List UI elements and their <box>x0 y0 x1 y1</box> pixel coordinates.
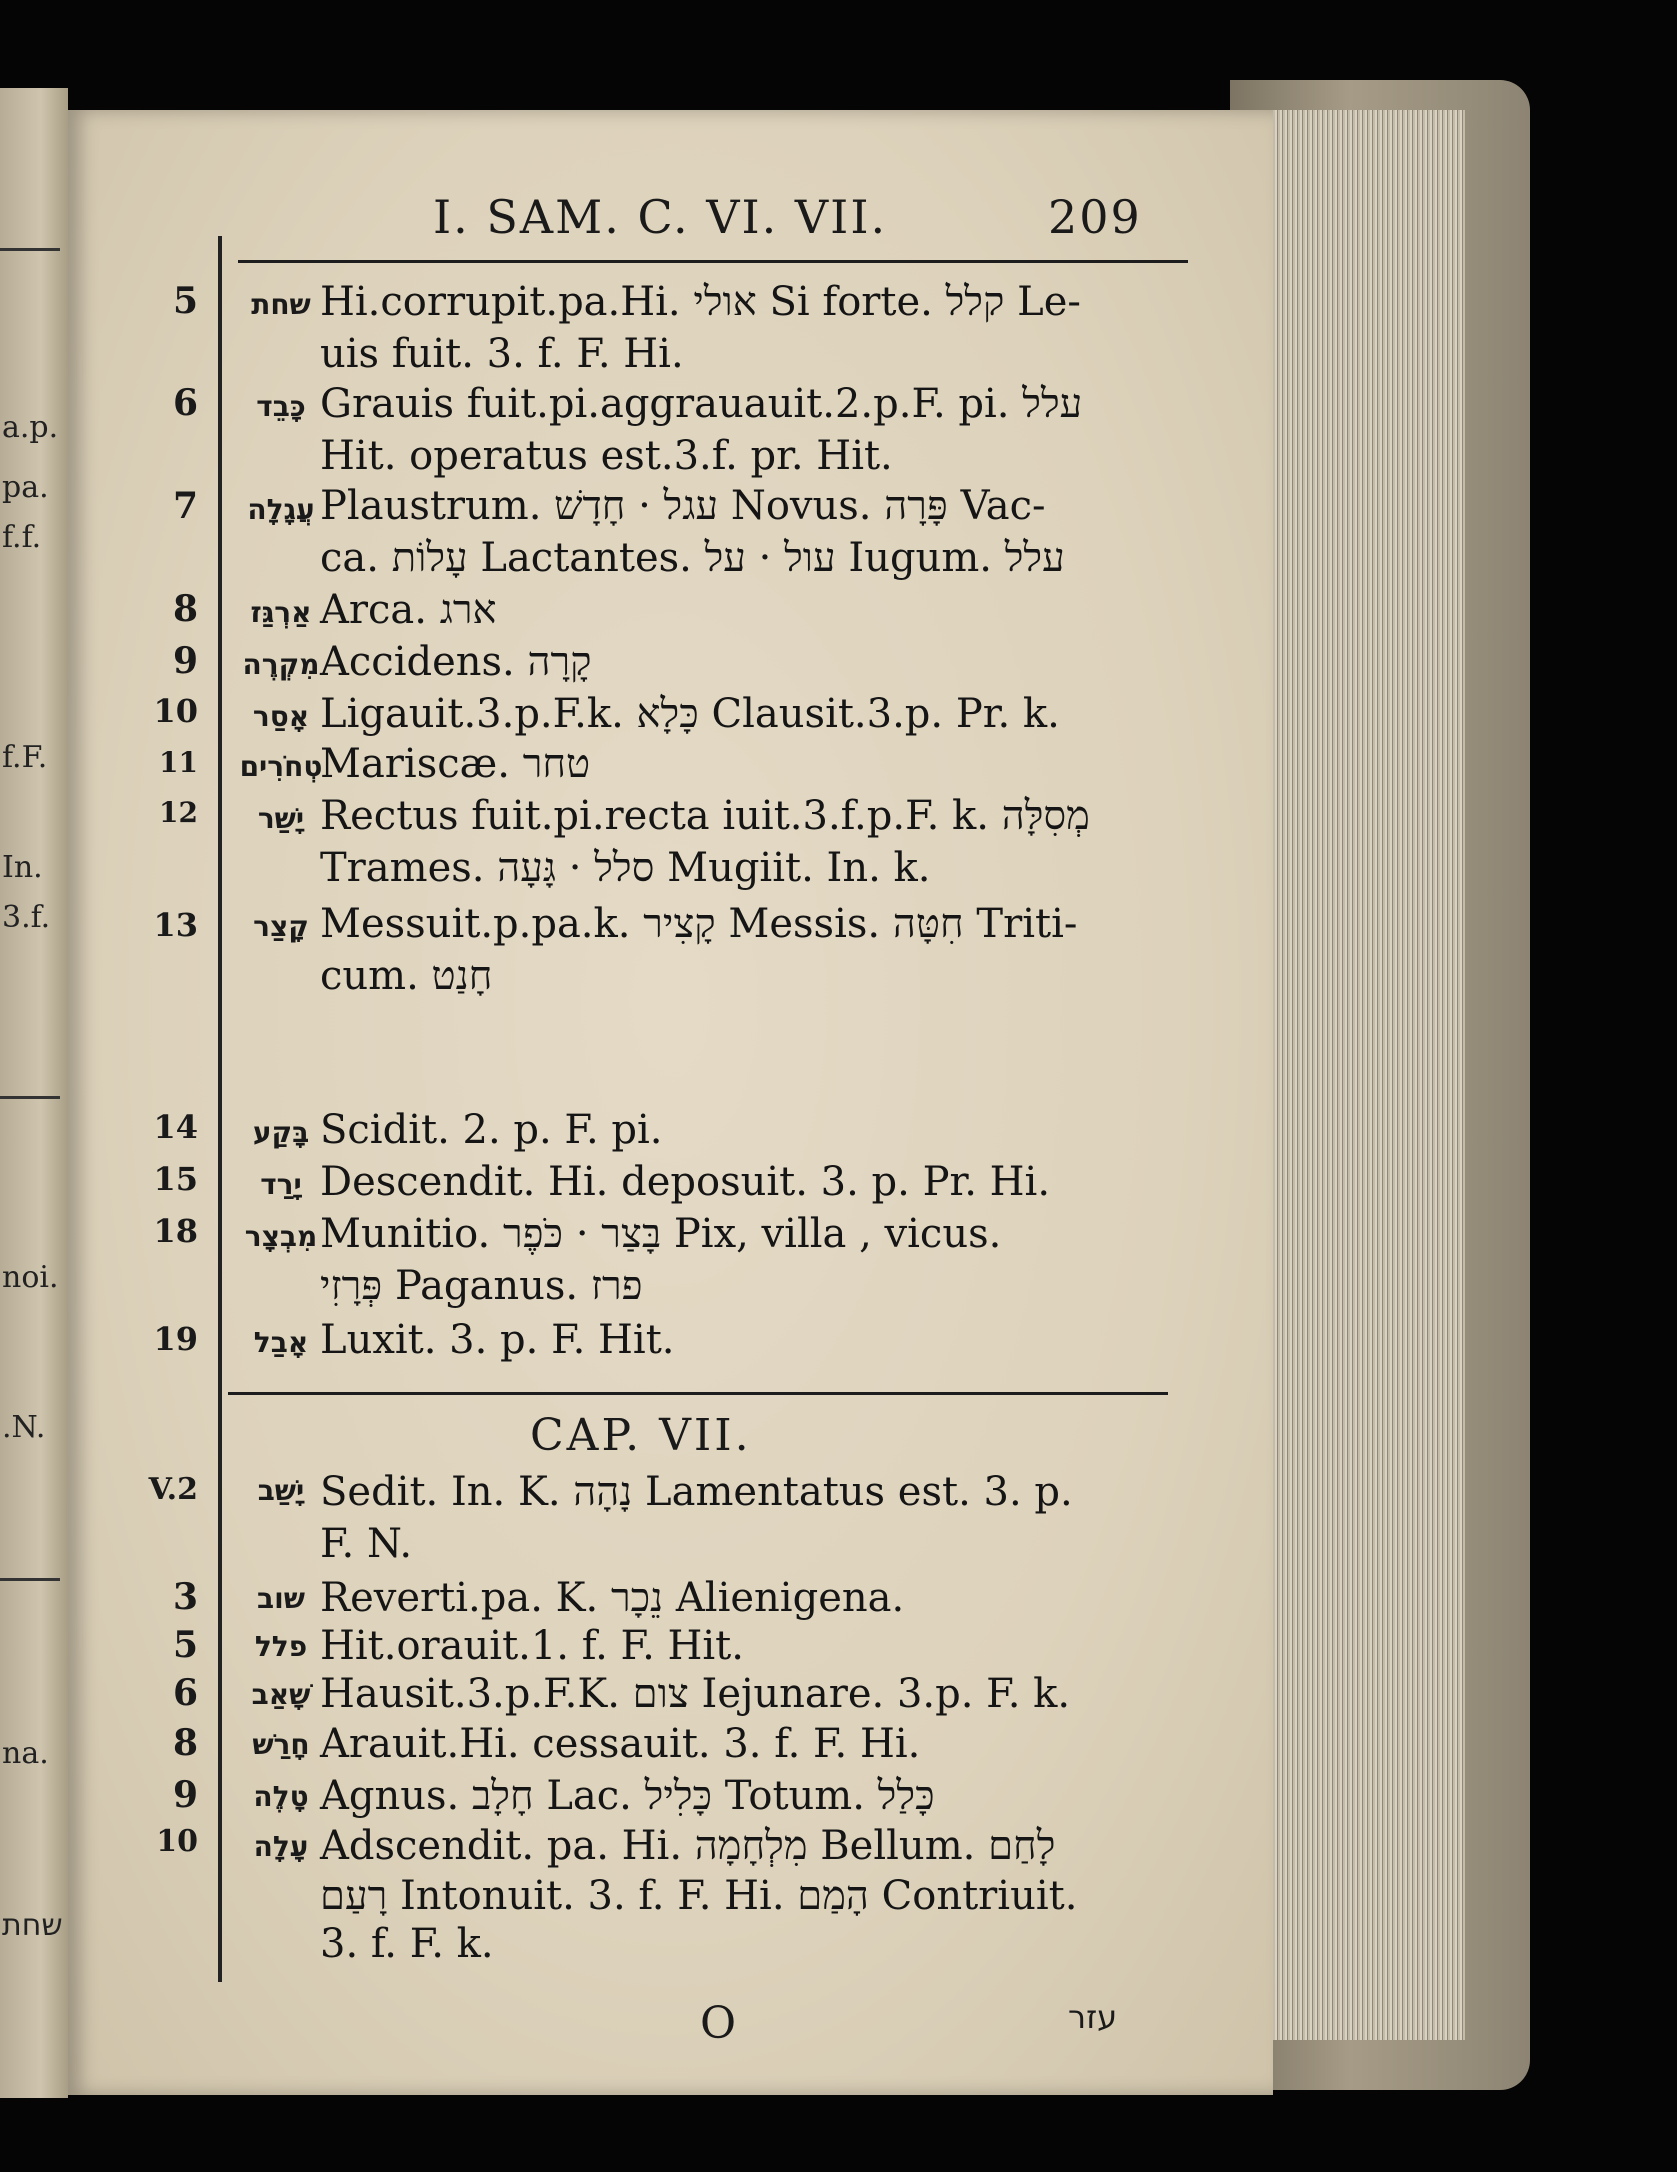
facing-page-fragment: .N. <box>2 1410 46 1445</box>
gloss-line: Grauis fuit.pi.aggrauauit.2.p.F. pi. עלל <box>320 381 1083 427</box>
gloss-line: Sedit. In. K. נָהָה Lamentatus est. 3. p. <box>320 1469 1073 1515</box>
gloss-line: Descendit. Hi. deposuit. 3. p. Pr. Hi. <box>320 1159 1051 1205</box>
facing-page-rule <box>0 1578 60 1581</box>
gloss-line: Accidens. קָרָה <box>320 639 592 685</box>
facing-page-fragment: a.p. <box>2 410 59 445</box>
chapter-heading: CAP. VII. <box>530 1410 752 1461</box>
gloss-line: Trames. סלל · גָּעָה Mugiit. In. k. <box>320 845 931 891</box>
gloss-line: Luxit. 3. p. F. Hit. <box>320 1317 675 1363</box>
facing-page-catchword: שחת <box>2 1908 63 1943</box>
hebrew-root: כָּבֵד <box>256 390 306 423</box>
hebrew-root: שוב <box>257 1582 305 1615</box>
verse-number: 14 <box>153 1108 198 1146</box>
hebrew-root: יָשַׁב <box>257 1474 305 1507</box>
gloss-line: Arca. ארג <box>320 587 497 633</box>
facing-page-fragment: f.f. <box>2 520 42 555</box>
gloss-line: Hit. operatus est.3.f. pr. Hit. <box>320 433 893 479</box>
gloss-line: Hit.orauit.1. f. F. Hit. <box>320 1623 744 1669</box>
facing-page-fragment: In. <box>2 850 43 885</box>
gloss-line: Munitio. בָּצַר · כֹּפֶר Pix, villa , vicus. <box>320 1211 1002 1257</box>
hebrew-root: בָּקַע <box>252 1116 310 1149</box>
hebrew-root: עֲגָלָה <box>247 493 315 526</box>
gloss-line: Hi.corrupit.pa.Hi. אולי Si forte. קלל Le- <box>320 279 1081 325</box>
verse-number: 8 <box>172 1722 198 1764</box>
gloss-line: רָעַם Intonuit. 3. f. F. Hi. הָמַם Contriuit. <box>320 1873 1078 1919</box>
hebrew-root: מִבְצָר <box>244 1220 318 1253</box>
facing-page-fragment: noi. <box>2 1260 59 1295</box>
book-page <box>68 110 1273 2095</box>
facing-page-fragment: pa. <box>2 470 49 505</box>
running-title: I. SAM. C. VI. VII. <box>433 190 888 244</box>
gloss-line: פְּרָזִי Paganus. פרז <box>320 1263 643 1309</box>
verse-number: 13 <box>153 906 198 944</box>
gloss-line: Messuit.p.pa.k. קָצִיר Messis. חִטָּה Triti- <box>320 901 1078 947</box>
verse-number: 7 <box>172 485 198 527</box>
facing-page-rule <box>0 248 60 251</box>
verse-number: 6 <box>172 382 198 424</box>
gloss-line: cum. חָנַט <box>320 953 493 999</box>
gloss-line: Scidit. 2. p. F. pi. <box>320 1107 663 1153</box>
verse-number: 8 <box>172 588 198 630</box>
verse-number: 6 <box>172 1672 198 1714</box>
hebrew-root: מִקְרֶה <box>242 648 320 681</box>
gloss-line: ca. עָלוֹת Lactantes. עול · על Iugum. עלל <box>320 535 1065 581</box>
page-edges <box>1265 110 1465 2040</box>
gloss-line: uis fuit. 3. f. F. Hi. <box>320 331 684 377</box>
hebrew-root: עָלָה <box>253 1830 309 1863</box>
verse-number: 11 <box>159 746 198 779</box>
hebrew-root: טָלֶה <box>253 1780 309 1813</box>
hebrew-root: שחת <box>251 288 311 321</box>
hebrew-root: יָרַד <box>260 1168 302 1201</box>
hebrew-root: יָשַׁר <box>257 802 305 835</box>
facing-page-fragment: na. <box>2 1736 49 1771</box>
hebrew-root: אַרְגַּז <box>250 596 312 629</box>
gloss-line: Hausit.3.p.F.K. צום Iejunare. 3.p. F. k. <box>320 1671 1071 1717</box>
gloss-line: Agnus. חָלָב Lac. כָּלִיל Totum. כָּלַל <box>320 1773 935 1819</box>
column-divider <box>218 236 222 1982</box>
hebrew-root: טְחֹרִים <box>239 750 323 783</box>
gloss-line: Plaustrum. עגל · חָדָשׁ Novus. פָּרָה Vac- <box>320 483 1046 529</box>
signature-mark: O <box>700 1998 737 2049</box>
verse-number: 10 <box>153 692 198 730</box>
gloss-line: Arauit.Hi. cessauit. 3. f. F. Hi. <box>320 1721 921 1767</box>
hebrew-root: קָצַר <box>253 910 309 943</box>
header-rule <box>238 260 1188 263</box>
facing-page-fragment: 3.f. <box>2 900 51 935</box>
verse-number: 9 <box>172 1774 198 1816</box>
gloss-line: Mariscæ. טחר <box>320 741 591 787</box>
hebrew-root: פלל <box>254 1630 308 1663</box>
hebrew-root: אָסַר <box>252 700 310 733</box>
verse-number: 18 <box>153 1212 198 1250</box>
gloss-line: Reverti.pa. K. נֵכָר Alienigena. <box>320 1575 905 1621</box>
verse-number: 10 <box>156 1824 198 1859</box>
gloss-line: 3. f. F. k. <box>320 1921 494 1967</box>
hebrew-root: שָׁאַב <box>251 1678 311 1711</box>
gloss-line: Rectus fuit.pi.recta iuit.3.f.p.F. k. מְסִלָּה <box>320 793 1090 839</box>
hebrew-root: אָבַל <box>253 1326 309 1359</box>
gloss-line: Adscendit. pa. Hi. מִלְחָמָה Bellum. לָחַם <box>320 1823 1056 1869</box>
verse-number: 9 <box>172 640 198 682</box>
verse-number: 3 <box>172 1576 198 1618</box>
facing-page-fragment: f.F. <box>2 740 48 775</box>
verse-number: 19 <box>153 1320 198 1358</box>
verse-number: 5 <box>172 1624 198 1666</box>
verse-number: 5 <box>172 280 198 322</box>
gloss-line: Ligauit.3.p.F.k. כָּלָא Clausit.3.p. Pr. k. <box>320 691 1060 737</box>
facing-page-edge <box>0 88 68 2098</box>
gloss-line: F. N. <box>320 1521 413 1567</box>
verse-number: 15 <box>153 1160 198 1198</box>
hebrew-root: חָרַשׁ <box>252 1728 310 1761</box>
facing-page-rule <box>0 1096 60 1099</box>
section-rule <box>228 1392 1168 1395</box>
catchword: עזר <box>1068 1998 1118 2036</box>
verse-number: 12 <box>159 796 198 829</box>
verse-number: V.2 <box>148 1472 198 1507</box>
page-number: 209 <box>1048 190 1142 244</box>
